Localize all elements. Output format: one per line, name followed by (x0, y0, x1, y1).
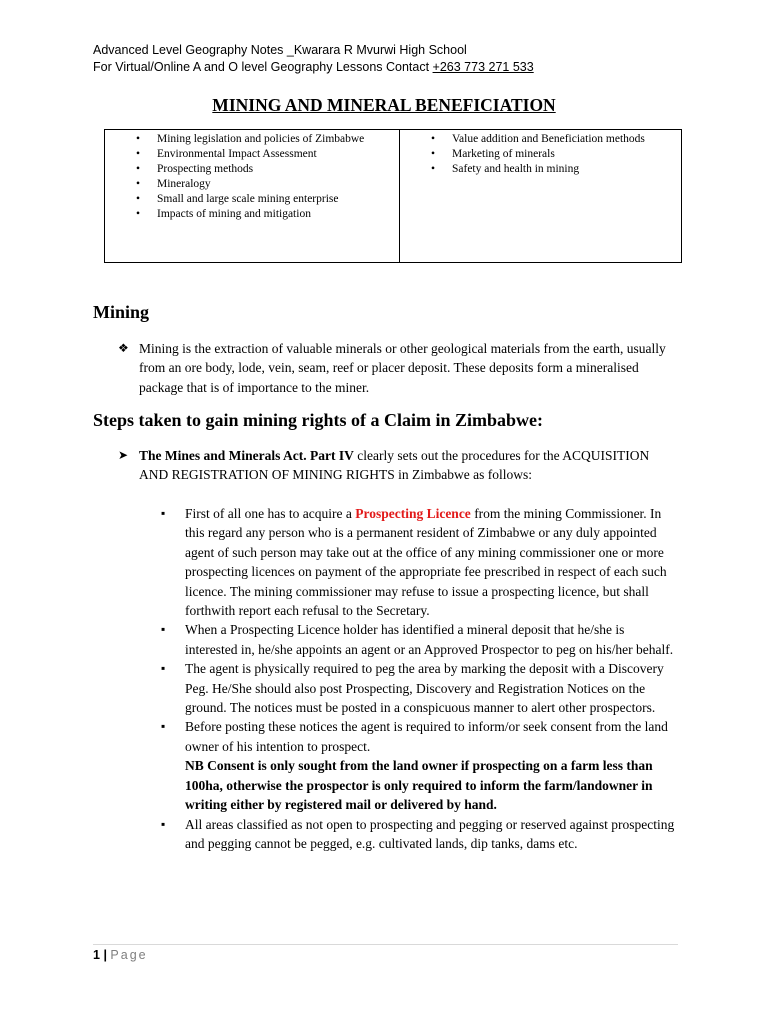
topics-table (104, 129, 682, 263)
mining-heading: Mining (93, 302, 150, 322)
step-item: ▪ The agent is physically required to peg the area by marking the deposit with a Discovery Peg. He/She should also post Prospecting, Discovery and Registration Notices on the ground. The notices must be posted in a conspicuous manner to alert other prospectors. (160, 659, 680, 717)
page-label: Page (110, 948, 148, 962)
topic-item: • Mineralogy (105, 177, 399, 192)
topic-item: • Small and large scale mining enterprise (105, 192, 399, 207)
topic-item: • Environmental Impact Assessment (105, 147, 399, 162)
arrow-bullet-icon: ➤ (118, 448, 129, 462)
act-description: clearly sets out the procedures for the ACQUISITION AND REGISTRATION OF MINING RIGHTS in Zimbabwe as follows: (139, 448, 650, 483)
step-text: from the mining Commissioner. In this regard any person who is a permanent resident of Zimbabwe or any duly appointed agent of such person may take out at the office of any mining commissioner one or more prospecting licences on payment of the appropriate fee prescribed in respect of each such licence. The mining commissioner may refuse to issue a prospecting licence, but shall forthwith report each refusal to the Secretary. (185, 506, 667, 619)
step-item (160, 504, 680, 620)
diamond-bullet-icon: ❖ (118, 341, 129, 355)
act-paragraph (118, 446, 678, 485)
prospecting-licence-highlight: Prospecting Licence (355, 506, 471, 521)
topic-item: • Prospecting methods (105, 162, 399, 177)
step-text: Before posting these notices the agent is required to inform/or seek consent from the land owner of his intention to prospect. (185, 719, 668, 754)
steps-list (160, 504, 680, 853)
header-phone-link[interactable]: +263 773 271 533 (432, 60, 534, 74)
footer-separator: | (103, 948, 107, 962)
document-header (93, 42, 534, 76)
header-line-2 (93, 59, 534, 76)
mining-definition-paragraph (118, 339, 678, 397)
nb-note: NB Consent is only sought from the land owner if prospecting on a farm less than 100ha, otherwise the prospector is only required to inform the farm/landowner in writing either by registered mail or delivered by hand. (185, 758, 653, 813)
topic-item: • Marketing of minerals (400, 147, 681, 162)
mining-definition-text: Mining is the extraction of valuable minerals or other geological materials from the earth, usually from an ore body, lode, vein, seam, reef or placer deposit. These deposits form a mineralised package that is of importance to the miner. (139, 341, 666, 395)
step-text: First of all one has to acquire a (185, 506, 356, 521)
header-contact-text: For Virtual/Online A and O level Geography Lessons Contact (93, 60, 433, 74)
page-title: MINING AND MINERAL BENEFICIATION (212, 95, 556, 115)
page-number: 1 (93, 948, 100, 962)
act-name: The Mines and Minerals Act. Part IV (139, 448, 354, 463)
topics-column-right (400, 130, 681, 262)
topic-item: • Safety and health in mining (400, 162, 681, 177)
topic-item: • Mining legislation and policies of Zimbabwe (105, 132, 399, 147)
step-item: ▪ All areas classified as not open to prospecting and pegging or reserved against prospecting and pegging cannot be pegged, e.g. cultivated lands, dip tanks, dams etc. (160, 815, 680, 854)
header-line-1: Advanced Level Geography Notes _Kwarara R Mvurwi High School (93, 43, 467, 57)
topics-column-left (105, 130, 400, 262)
topic-item: • Impacts of mining and mitigation (105, 207, 399, 222)
topic-item: • Value addition and Beneficiation methods (400, 132, 681, 147)
steps-heading: Steps taken to gain mining rights of a Claim in Zimbabwe: (93, 410, 544, 430)
step-item: ▪ When a Prospecting Licence holder has identified a mineral deposit that he/she is interested in, he/she appoints an agent or an Approved Prospector to peg on his/her behalf. (160, 620, 680, 659)
step-item (160, 717, 680, 814)
page-footer (93, 948, 148, 962)
footer-divider (93, 944, 678, 945)
